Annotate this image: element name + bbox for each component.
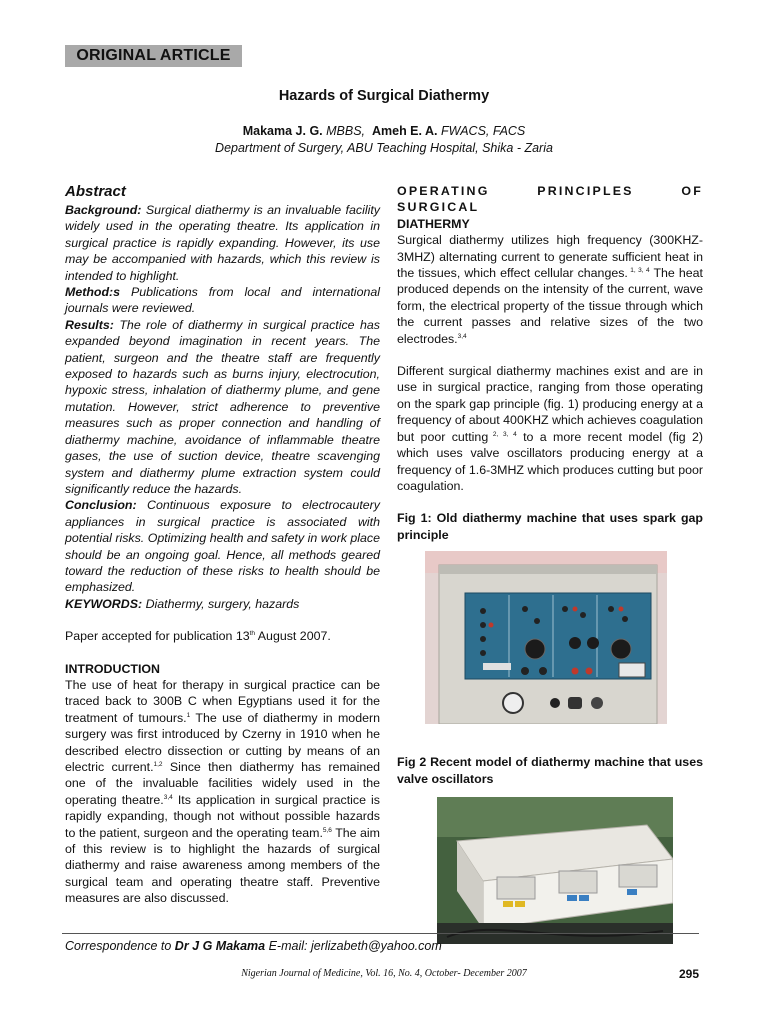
intro-text: Since then diathermy has remained one of the invaluable facilities widely used in the operating theatre. bbox=[65, 760, 380, 807]
left-column bbox=[65, 183, 380, 907]
principles-text: to a more recent model (fig 2) which uses valve oscillators producing energy at a frequency of 1.6-3MHZ which produces cutting but poor coagulation. bbox=[397, 429, 704, 493]
citation: 1 bbox=[186, 711, 191, 719]
background-text: Surgical diathermy is an invaluable facility widely used in the operating theatre. Its application in surgical practice is rapidly expanding. However, its use may be accompanied with hazards, which this review is intended to highlight. bbox=[65, 203, 380, 283]
corr-name: Dr J G Makama bbox=[174, 939, 266, 953]
abstract-method bbox=[65, 284, 380, 317]
corr-prefix: Correspondence to bbox=[65, 939, 175, 953]
principles-paragraph-2 bbox=[397, 363, 703, 494]
accepted-date bbox=[65, 628, 380, 644]
accepted-sup: th bbox=[249, 630, 256, 638]
intro-text: The use of diathermy in modern surgery was first introduced by Czerny in 1910 when he described electro dissection or cutting by means of an electric current. bbox=[65, 710, 380, 774]
citation: 2, 3, 4 bbox=[488, 430, 517, 438]
spark-gap-machine-illustration bbox=[425, 551, 667, 724]
citation: 3,4 bbox=[457, 332, 467, 340]
journal-citation: Nigerian Journal of Medicine, Vol. 16, No. 4, October- December 2007 bbox=[241, 968, 527, 979]
author-2-degree: FWACS, FACS bbox=[441, 124, 526, 138]
valve-oscillator-machine-illustration bbox=[437, 797, 673, 944]
keywords-text: Diathermy, surgery, hazards bbox=[145, 596, 300, 611]
introduction-heading: INTRODUCTION bbox=[65, 661, 160, 676]
figure-2-caption: Fig 2 Recent model of diathermy machine that uses valve oscillators bbox=[397, 755, 703, 786]
abstract-heading: Abstract bbox=[65, 183, 126, 200]
author-1-name: Makama J. G. bbox=[242, 124, 323, 138]
principles-text: Different surgical diathermy machines exist and are in use in surgical practice, ranging from those operating on the spark gap principle (fig. 1) producing energy at a frequency of about 400KHZ which achieves coagulation but poor cutting bbox=[397, 364, 703, 444]
abstract-background bbox=[65, 202, 380, 284]
intro-text: Its application in surgical practice is rapidly expanding, though not without possible hazards to the patient, surgeon and the operating team. bbox=[65, 792, 380, 840]
abstract-conclusion bbox=[65, 497, 380, 595]
citation: 1,2 bbox=[153, 761, 163, 768]
intro-text: The use of heat for therapy in surgical practice can be traced back to 300B C when Egyptians used it for the treatment of tumours. bbox=[65, 677, 380, 725]
method-label: Method:s bbox=[65, 285, 121, 300]
keywords-label: KEYWORDS: bbox=[65, 596, 143, 611]
principles-paragraph-1 bbox=[397, 232, 703, 347]
citation: 1, 3, 4 bbox=[627, 267, 650, 275]
figure-2-photo bbox=[437, 797, 673, 944]
section-tag: ORIGINAL ARTICLE bbox=[65, 45, 242, 67]
accepted-text-end: August 2007. bbox=[255, 629, 331, 644]
conclusion-text: Continuous exposure to electrocautery appliances in surgical practice is associated with potential risks. Optimizing health and safety in work place should be an ongoing goal. Hence, all methods geared toward the reduction of these risks to health should be emphasized. bbox=[65, 498, 380, 595]
affiliation: Department of Surgery, ABU Teaching Hospital, Shika - Zaria bbox=[215, 141, 553, 155]
intro-text: The aim of this review is to highlight the hazards of surgical diathermy and raise awareness among members of the surgical team and operating theatre staff. Preventive measures are also discussed. bbox=[65, 825, 380, 906]
figure-1-caption: Fig 1: Old diathermy machine that uses spark gap principle bbox=[397, 511, 703, 542]
abstract-keywords bbox=[65, 596, 380, 612]
principles-text: Surgical diathermy utilizes high frequency (300KHZ-3MHZ) alternating current to generate sufficient heat in the tissues, which effect cellular changes. bbox=[397, 233, 703, 281]
background-label: Background: bbox=[65, 203, 142, 217]
author-1-degree: MBBS, bbox=[326, 124, 366, 138]
corr-email: E-mail: jerlizabeth@yahoo.com bbox=[265, 939, 442, 953]
author-line bbox=[0, 124, 768, 138]
citation: 3,4 bbox=[163, 793, 173, 801]
article-title: Hazards of Surgical Diathermy bbox=[278, 88, 490, 104]
right-column bbox=[397, 183, 703, 944]
principles-heading: OPERATING PRINCIPLES OF SURGICAL bbox=[397, 184, 703, 215]
footer-rule bbox=[62, 933, 699, 934]
conclusion-label: Conclusion: bbox=[65, 498, 137, 513]
correspondence bbox=[65, 939, 442, 953]
introduction-body bbox=[65, 677, 380, 907]
method-text: Publications from local and international journals were reviewed. bbox=[65, 285, 380, 316]
abstract-results bbox=[65, 317, 380, 497]
results-text: The role of diathermy in surgical practice has expanded beyond imagination in recent years. The patient, surgeon and the theatre staff are frequently exposed to hazards such as burns injury, electrocution, hypoxic stress, inhalation of diathermy plume, and gene mutation. However, strict adherence to preventive measures such as proper connection and handling of diathermy machine, avoidance of inflammable theatre gases, the use of suction device, theatre scavenging system and diathermy plume extraction system could significantly reduce the hazards. bbox=[65, 317, 380, 496]
citation: 5,6 bbox=[322, 826, 332, 834]
principles-text: The heat produced depends on the intensity of the current, wave form, the electrical property of the tissue through which the current passes and relative sizes of the two electrodes. bbox=[397, 266, 703, 346]
page-number: 295 bbox=[679, 967, 700, 981]
author-2-name: Ameh E. A. bbox=[371, 124, 438, 138]
figure-1-photo bbox=[425, 551, 667, 724]
accepted-text: Paper accepted for publication 13 bbox=[65, 629, 250, 644]
results-label: Results: bbox=[65, 317, 114, 332]
principles-heading-line2: DIATHERMY bbox=[397, 216, 470, 231]
